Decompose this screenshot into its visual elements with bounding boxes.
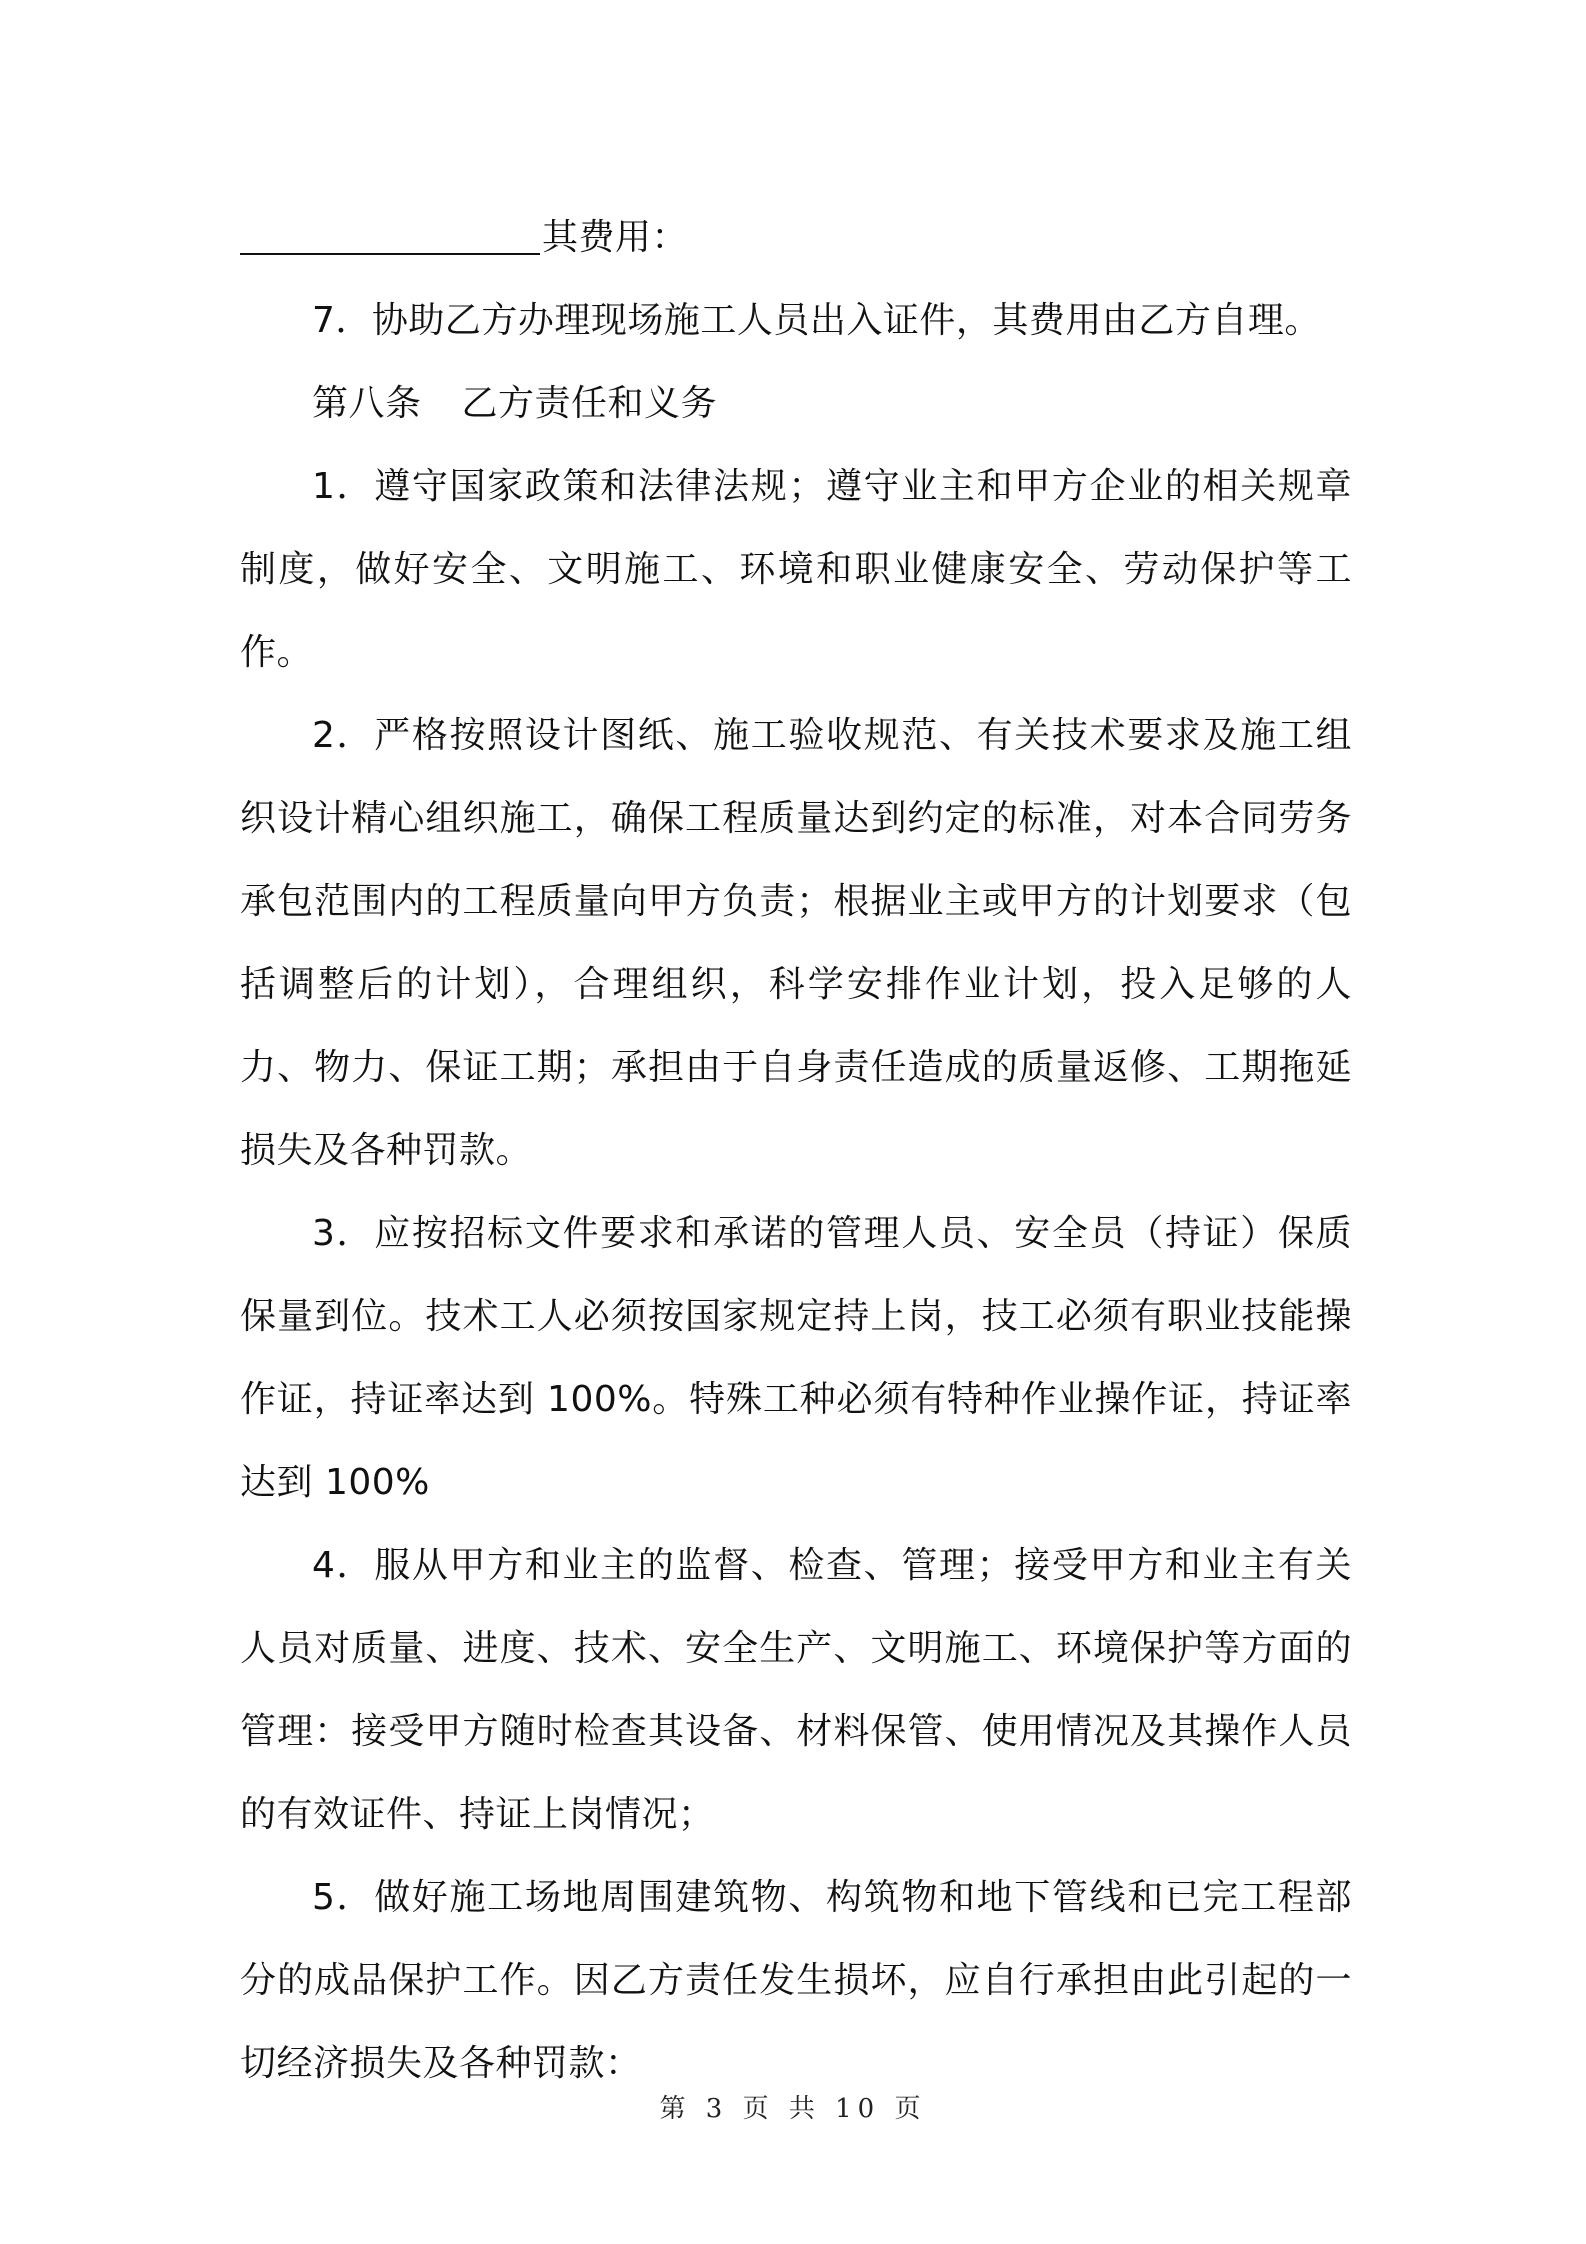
fill-in-blank — [240, 217, 540, 255]
paragraph-1: 1．遵守国家政策和法律法规；遵守业主和甲方企业的相关规章制度，做好安全、文明施工、环境和职业健康安全、劳动保护等工作。 — [240, 466, 1352, 673]
paragraph-5: 5．做好施工场地周围建筑物、构筑物和地下管线和已完工程部分的成品保护工作。因乙方责任发生损坏，应自行承担由此引起的一切经济损失及各种罚款： — [240, 1877, 1352, 2084]
article-8-number: 第八条 — [312, 383, 422, 424]
fee-line-text: 其费用： — [542, 217, 689, 258]
item-7: 7．协助乙方办理现场施工人员出入证件，其费用由乙方自理。 — [312, 300, 1321, 341]
page-number-footer: 第 3 页 共 10 页 — [659, 2094, 927, 2124]
paragraph-2: 2．严格按照设计图纸、施工验收规范、有关技术要求及施工组织设计精心组织施工，确保工程质量达到约定的标准，对本合同劳务承包范围内的工程质量向甲方负责；根据业主或甲方的计划要求（包括调整后的计划），合理组织，科学安排作业计划，投入足够的人力、物力、保证工期；承担由于自身责任造成的质量返修、工期拖延损失及各种罚款。 — [240, 715, 1352, 1171]
article-8-title: 乙方责任和义务 — [461, 383, 718, 424]
paragraph-3: 3．应按招标文件要求和承诺的管理人员、安全员（持证）保质保量到位。技术工人必须按国家规定持上岗，技工必须有职业技能操作证，持证率达到 100%。特殊工种必须有特种作业操作证，持证率达到 100% — [240, 1213, 1352, 1503]
fee-line — [240, 196, 1352, 279]
document-body — [240, 196, 1352, 2105]
article-8-heading — [240, 362, 1352, 445]
paragraph-4: 4．服从甲方和业主的监督、检查、管理；接受甲方和业主有关人员对质量、进度、技术、安全生产、文明施工、环境保护等方面的管理：接受甲方随时检查其设备、材料保管、使用情况及其操作人员的有效证件、持证上岗情况； — [240, 1545, 1352, 1835]
